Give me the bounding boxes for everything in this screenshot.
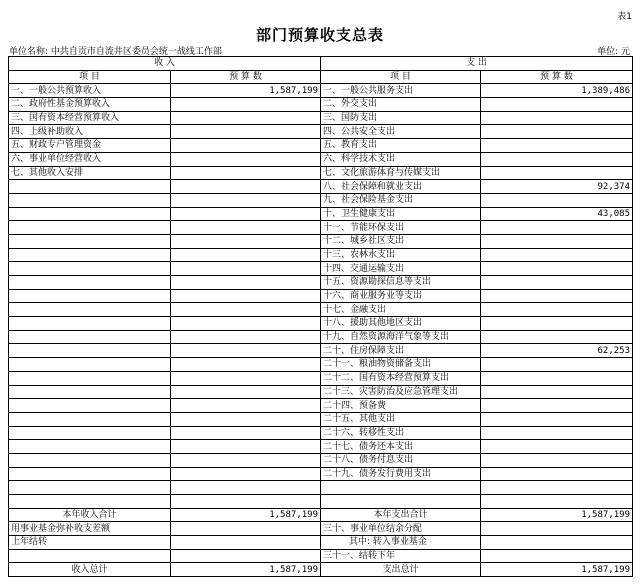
income-item-cell — [9, 412, 171, 426]
income-item-cell — [9, 426, 171, 440]
income-item-header: 项 目 — [9, 70, 171, 84]
expense-item-cell: 二十六、转移性支出 — [321, 426, 481, 440]
expense-item-cell: 十一、节能环保支出 — [321, 221, 481, 235]
expense-budget-cell — [481, 139, 633, 153]
transfer-fund-label: 其中: 转入事业基金 — [321, 536, 481, 550]
budget-summary-table — [8, 56, 633, 577]
income-item-cell — [9, 180, 171, 194]
expense-budget-cell — [481, 234, 633, 248]
income-item-cell — [9, 481, 171, 495]
income-budget-cell — [171, 358, 321, 372]
table-row — [9, 303, 633, 317]
income-item-cell — [9, 453, 171, 467]
income-item-cell — [9, 289, 171, 303]
expense-budget-header: 预 算 数 — [481, 70, 633, 84]
income-budget-cell — [171, 495, 321, 509]
expense-grand-total-value: 1,587,199 — [481, 563, 633, 577]
table-row — [9, 207, 633, 221]
income-section-header: 收 入 — [9, 57, 321, 71]
income-budget-cell — [171, 180, 321, 194]
expense-budget-cell — [481, 111, 633, 125]
table-row — [9, 248, 633, 262]
income-item-cell: 二、政府性基金预算收入 — [9, 98, 171, 112]
income-item-cell — [9, 248, 171, 262]
income-budget-cell: 1,587,199 — [171, 84, 321, 98]
table-row — [9, 453, 633, 467]
income-item-cell — [9, 221, 171, 235]
carry-next-label: 三十一、结转下年 — [321, 549, 481, 563]
unit-name-label: 单位名称: 中共自贡市自流井区委员会统一战线工作部 — [9, 47, 222, 57]
income-budget-cell — [171, 385, 321, 399]
expense-item-cell: 四、公共安全支出 — [321, 125, 481, 139]
expense-budget-cell — [481, 248, 633, 262]
surplus-label: 三十、事业单位结余分配 — [321, 522, 481, 536]
empty-cell — [171, 549, 321, 563]
expense-budget-cell — [481, 426, 633, 440]
expense-budget-cell: 62,253 — [481, 344, 633, 358]
expense-item-cell: 二十二、国有资本经营预算支出 — [321, 371, 481, 385]
income-budget-cell — [171, 234, 321, 248]
carry-next-value — [481, 549, 633, 563]
income-budget-cell — [171, 98, 321, 112]
year-income-total-label: 本年收入合计 — [9, 508, 171, 522]
expense-item-cell: 六、科学技术支出 — [321, 152, 481, 166]
table-number-tag: 表1 — [617, 12, 632, 22]
expense-item-cell: 十六、商业服务业等支出 — [321, 289, 481, 303]
expense-budget-cell — [481, 125, 633, 139]
expense-item-cell: 二十七、债务还本支出 — [321, 440, 481, 454]
table-row — [9, 549, 633, 563]
expense-budget-cell — [481, 467, 633, 481]
income-budget-cell — [171, 344, 321, 358]
expense-item-cell: 十四、交通运输支出 — [321, 262, 481, 276]
income-item-cell: 七、其他收入安排 — [9, 166, 171, 180]
expense-budget-cell: 1,389,486 — [481, 84, 633, 98]
income-item-cell — [9, 330, 171, 344]
income-item-cell — [9, 467, 171, 481]
year-income-total-value: 1,587,199 — [171, 508, 321, 522]
income-item-cell — [9, 262, 171, 276]
table-row — [9, 125, 633, 139]
grand-total-row — [9, 563, 633, 577]
carry-forward-label: 上年结转 — [9, 536, 171, 550]
income-item-cell: 六、事业单位经营收入 — [9, 152, 171, 166]
year-expense-total-value: 1,587,199 — [481, 508, 633, 522]
expense-budget-cell — [481, 289, 633, 303]
income-budget-cell — [171, 262, 321, 276]
expense-item-cell: 七、文化旅游体育与传媒支出 — [321, 166, 481, 180]
expense-grand-total-label: 支出总计 — [321, 563, 481, 577]
expense-budget-cell — [481, 276, 633, 290]
table-row — [9, 139, 633, 153]
expense-budget-cell — [481, 399, 633, 413]
expense-item-cell: 十八、援助其他地区支出 — [321, 317, 481, 331]
expense-budget-cell — [481, 221, 633, 235]
expense-item-cell: 二十五、其他支出 — [321, 412, 481, 426]
income-budget-cell — [171, 453, 321, 467]
income-budget-cell — [171, 221, 321, 235]
expense-budget-cell — [481, 495, 633, 509]
table-row — [9, 221, 633, 235]
expense-budget-cell — [481, 193, 633, 207]
income-item-cell: 五、财政专户管理资金 — [9, 139, 171, 153]
expense-item-cell: 三、国防支出 — [321, 111, 481, 125]
income-budget-cell — [171, 125, 321, 139]
table-row — [9, 111, 633, 125]
income-item-cell — [9, 358, 171, 372]
expense-item-cell: 十七、金融支出 — [321, 303, 481, 317]
table-row — [9, 152, 633, 166]
income-item-cell — [9, 371, 171, 385]
table-row — [9, 522, 633, 536]
table-row — [9, 371, 633, 385]
expense-item-cell: 十三、农林水支出 — [321, 248, 481, 262]
income-budget-cell — [171, 399, 321, 413]
expense-item-cell: 八、社会保障和就业支出 — [321, 180, 481, 194]
income-grand-total-value: 1,587,199 — [171, 563, 321, 577]
expense-item-cell: 十九、自然资源海洋气象等支出 — [321, 330, 481, 344]
expense-budget-cell — [481, 330, 633, 344]
expense-budget-cell: 43,085 — [481, 207, 633, 221]
page-title: 部门预算收支总表 — [255, 26, 384, 44]
section-header-row — [9, 57, 633, 71]
income-item-cell — [9, 303, 171, 317]
expense-budget-cell: 92,374 — [481, 180, 633, 194]
expense-budget-cell — [481, 317, 633, 331]
currency-unit-label: 单位: 元 — [597, 47, 630, 57]
table-row — [9, 84, 633, 98]
expense-budget-cell — [481, 303, 633, 317]
income-budget-cell — [171, 207, 321, 221]
table-row — [9, 426, 633, 440]
expense-budget-cell — [481, 98, 633, 112]
income-budget-cell — [171, 467, 321, 481]
expense-item-cell: 五、教育支出 — [321, 139, 481, 153]
expense-item-cell: 二、外交支出 — [321, 98, 481, 112]
expense-item-cell: 二十八、债务付息支出 — [321, 453, 481, 467]
fund-gap-value — [171, 522, 321, 536]
income-item-cell: 一、一般公共预算收入 — [9, 84, 171, 98]
table-row — [9, 385, 633, 399]
expense-item-cell: 二十、住房保障支出 — [321, 344, 481, 358]
income-item-cell — [9, 234, 171, 248]
expense-budget-cell — [481, 440, 633, 454]
income-item-cell: 四、上级补助收入 — [9, 125, 171, 139]
table-row — [9, 193, 633, 207]
expense-item-cell: 二十三、灾害防治及应急管理支出 — [321, 385, 481, 399]
income-budget-cell — [171, 317, 321, 331]
expense-item-cell: 一、一般公共服务支出 — [321, 84, 481, 98]
income-item-cell — [9, 193, 171, 207]
expense-item-cell — [321, 481, 481, 495]
income-item-cell — [9, 495, 171, 509]
table-row — [9, 234, 633, 248]
income-budget-cell — [171, 440, 321, 454]
expense-budget-cell — [481, 453, 633, 467]
column-header-row — [9, 70, 633, 84]
income-budget-header: 预 算 数 — [171, 70, 321, 84]
expense-section-header: 支 出 — [321, 57, 633, 71]
income-item-cell — [9, 344, 171, 358]
income-budget-cell — [171, 303, 321, 317]
income-grand-total-label: 收入总计 — [9, 563, 171, 577]
table-row — [9, 358, 633, 372]
surplus-value — [481, 522, 633, 536]
income-budget-cell — [171, 166, 321, 180]
expense-item-cell: 十五、资源勘探信息等支出 — [321, 276, 481, 290]
expense-item-cell: 九、社会保险基金支出 — [321, 193, 481, 207]
expense-budget-cell — [481, 481, 633, 495]
expense-budget-cell — [481, 371, 633, 385]
expense-item-header: 项 目 — [321, 70, 481, 84]
empty-cell — [9, 549, 171, 563]
expense-item-cell: 十、卫生健康支出 — [321, 207, 481, 221]
table-row — [9, 166, 633, 180]
table-row — [9, 536, 633, 550]
income-budget-cell — [171, 193, 321, 207]
table-row — [9, 440, 633, 454]
income-item-cell — [9, 385, 171, 399]
table-row — [9, 344, 633, 358]
income-budget-cell — [171, 426, 321, 440]
income-item-cell — [9, 399, 171, 413]
income-budget-cell — [171, 289, 321, 303]
transfer-fund-value — [481, 536, 633, 550]
table-row — [9, 481, 633, 495]
table-row — [9, 276, 633, 290]
year-expense-total-label: 本年支出合计 — [321, 508, 481, 522]
income-item-cell — [9, 440, 171, 454]
expense-budget-cell — [481, 152, 633, 166]
table-row — [9, 399, 633, 413]
income-item-cell — [9, 276, 171, 290]
income-budget-cell — [171, 371, 321, 385]
income-budget-cell — [171, 152, 321, 166]
income-budget-cell — [171, 412, 321, 426]
expense-item-cell: 二十九、债务发行费用支出 — [321, 467, 481, 481]
table-row — [9, 98, 633, 112]
table-row — [9, 495, 633, 509]
income-item-cell: 三、国有资本经营预算收入 — [9, 111, 171, 125]
fund-gap-label: 用事业基金弥补收支差额 — [9, 522, 171, 536]
expense-budget-cell — [481, 166, 633, 180]
expense-item-cell — [321, 495, 481, 509]
table-row — [9, 467, 633, 481]
income-budget-cell — [171, 139, 321, 153]
table-row — [9, 289, 633, 303]
income-item-cell — [9, 207, 171, 221]
expense-budget-cell — [481, 358, 633, 372]
carry-forward-value — [171, 536, 321, 550]
income-budget-cell — [171, 481, 321, 495]
table-row — [9, 330, 633, 344]
table-row — [9, 412, 633, 426]
table-row — [9, 317, 633, 331]
income-budget-cell — [171, 248, 321, 262]
expense-item-cell: 二十一、粮油物资储备支出 — [321, 358, 481, 372]
expense-item-cell: 十二、城乡社区支出 — [321, 234, 481, 248]
income-budget-cell — [171, 111, 321, 125]
year-total-row — [9, 508, 633, 522]
expense-item-cell: 二十四、预备费 — [321, 399, 481, 413]
table-row — [9, 180, 633, 194]
expense-budget-cell — [481, 262, 633, 276]
income-budget-cell — [171, 330, 321, 344]
income-item-cell — [9, 317, 171, 331]
table-row — [9, 262, 633, 276]
income-budget-cell — [171, 276, 321, 290]
expense-budget-cell — [481, 412, 633, 426]
expense-budget-cell — [481, 385, 633, 399]
